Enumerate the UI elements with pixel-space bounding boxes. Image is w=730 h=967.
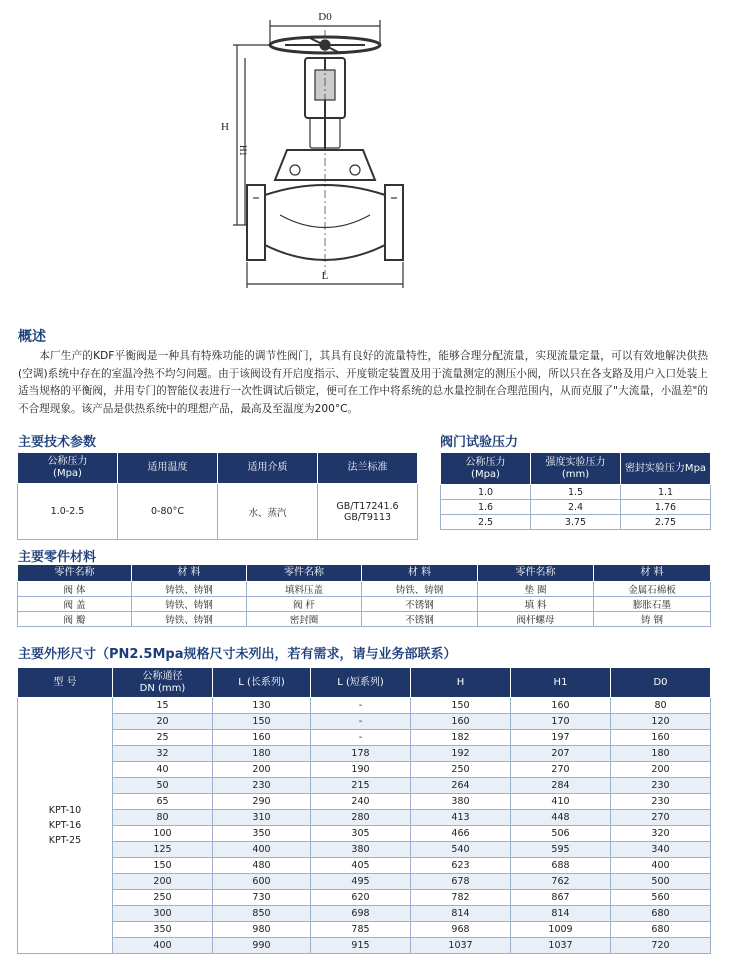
- dimensions-cell: 495: [311, 874, 411, 890]
- test-cell: 2.5: [441, 515, 531, 530]
- dimensions-cell: -: [311, 714, 411, 730]
- test-header-cell: 强度实验压力 (mm): [531, 453, 621, 485]
- label-h: H: [221, 121, 229, 133]
- dimensions-cell: 1009: [511, 922, 611, 938]
- dimensions-cell: 50: [113, 778, 213, 794]
- model-name: KPT-25: [48, 835, 82, 846]
- dimensions-cell: 1037: [511, 938, 611, 954]
- dimensions-cell: 620: [311, 890, 411, 906]
- dimensions-cell: 300: [113, 906, 213, 922]
- tech-header-cell: 适用介质: [218, 453, 318, 484]
- parts-cell: 铸铁、铸钢: [362, 582, 478, 597]
- overview-text: 本厂生产的KDF平衡阀是一种具有特殊功能的调节性阀门，其具有良好的流量特性，能够合理分配流量，实现流量定量，可以有效地解决供热(空调)系统中存在的室温冷热不均匀问题。由于该阀设有开启度指示、开度锁定装置及用于流量测定的测压小阀，所以只在各支路及用户入口处装上适当规格的平衡阀，并用专门的智能仪表进行一次性调试后锁定，便可在工作中将系统的总水量控制在合理范围内，从而克服了"大流量，小温差"的不合理现象。该产品是供热系统中的理想产品，最高及至温度为200°C。: [18, 350, 708, 415]
- parts-cell: 铸铁、铸钢: [132, 597, 247, 612]
- dimensions-cell: 230: [611, 778, 711, 794]
- dimensions-cell: 120: [611, 714, 711, 730]
- tech-header-cell: 公称压力 (Mpa): [18, 453, 118, 484]
- dimensions-cell: 680: [611, 906, 711, 922]
- test-row: [441, 515, 711, 530]
- dimensions-cell: 100: [113, 826, 213, 842]
- parts-cell: 填 料: [478, 597, 594, 612]
- dimensions-cell: 305: [311, 826, 411, 842]
- dimensions-cell: 150: [411, 698, 511, 714]
- dimensions-cell: 125: [113, 842, 213, 858]
- label-l: L: [321, 270, 329, 282]
- dimensions-cell: -: [311, 698, 411, 714]
- dimensions-cell: 410: [511, 794, 611, 810]
- dimensions-title-row: [18, 643, 456, 662]
- dimensions-cell: 310: [213, 810, 311, 826]
- parts-cell: 铸 钢: [594, 612, 711, 627]
- test-cell: 1.5: [531, 485, 621, 500]
- tech-value-cell: 0-80°C: [118, 484, 218, 540]
- dimensions-cell: 280: [311, 810, 411, 826]
- dimensions-cell: 150: [213, 714, 311, 730]
- dimensions-cell: 40: [113, 762, 213, 778]
- dimensions-row: [18, 858, 711, 874]
- parts-header-cell: 材 料: [594, 565, 711, 582]
- dimensions-cell: 380: [311, 842, 411, 858]
- dimensions-row: [18, 938, 711, 954]
- dimensions-cell: 814: [511, 906, 611, 922]
- test-pressure-title: 阀门试验压力: [440, 435, 519, 450]
- parts-cell: 不锈钢: [362, 597, 478, 612]
- dimensions-cell: 160: [511, 698, 611, 714]
- dimensions-cell: 595: [511, 842, 611, 858]
- dimensions-cell: 270: [511, 762, 611, 778]
- dimensions-cell: 130: [213, 698, 311, 714]
- dimensions-cell: 182: [411, 730, 511, 746]
- test-cell: 1.6: [441, 500, 531, 515]
- dimensions-cell: 867: [511, 890, 611, 906]
- parts-cell: 阀 体: [18, 582, 132, 597]
- dimensions-cell: 600: [213, 874, 311, 890]
- test-cell: 1.1: [621, 485, 711, 500]
- dimensions-cell: 240: [311, 794, 411, 810]
- dimensions-row: [18, 826, 711, 842]
- dimensions-cell: 1037: [411, 938, 511, 954]
- dimensions-cell: 720: [611, 938, 711, 954]
- parts-cell: 阀杆螺母: [478, 612, 594, 627]
- parts-cell: 铸铁、铸钢: [132, 612, 247, 627]
- dimensions-note: （PN2.5Mpa规格尺寸未列出，若有需求，请与业务部联系）: [96, 647, 457, 662]
- test-cell: 2.75: [621, 515, 711, 530]
- parts-row: [18, 597, 711, 612]
- dimensions-row: [18, 762, 711, 778]
- dimensions-cell: -: [311, 730, 411, 746]
- parts-row: [18, 612, 711, 627]
- dimensions-cell: 466: [411, 826, 511, 842]
- dimensions-title: 主要外形尺寸: [18, 647, 97, 662]
- tech-header-cell: 适用温度: [118, 453, 218, 484]
- dimensions-cell: 540: [411, 842, 511, 858]
- dimensions-row: [18, 874, 711, 890]
- dimensions-cell: 207: [511, 746, 611, 762]
- parts-cell: 不锈钢: [362, 612, 478, 627]
- dimensions-header-cell: H: [411, 668, 511, 698]
- test-header-cell: 密封实验压力Mpa: [621, 453, 711, 485]
- dimensions-cell: 680: [611, 922, 711, 938]
- dimensions-cell: 500: [611, 874, 711, 890]
- dimensions-cell: 160: [213, 730, 311, 746]
- dimensions-cell: 80: [611, 698, 711, 714]
- dimensions-cell: 170: [511, 714, 611, 730]
- parts-header-cell: 零件名称: [478, 565, 594, 582]
- dimensions-row: [18, 922, 711, 938]
- dimensions-row: [18, 906, 711, 922]
- dimensions-row: [18, 714, 711, 730]
- dimensions-cell: 215: [311, 778, 411, 794]
- label-d0: D0: [318, 11, 332, 23]
- test-header-cell: 公称压力 (Mpa): [441, 453, 531, 485]
- test-pressure-table: [440, 452, 711, 530]
- parts-header-cell: 材 料: [132, 565, 247, 582]
- tech-header-cell: 法兰标准: [318, 453, 418, 484]
- dimensions-cell: 15: [113, 698, 213, 714]
- dimensions-cell: 200: [113, 874, 213, 890]
- dimensions-cell: 915: [311, 938, 411, 954]
- model-name: KPT-10: [48, 805, 82, 816]
- dimensions-cell: 340: [611, 842, 711, 858]
- dimensions-cell: 480: [213, 858, 311, 874]
- dimensions-cell: 968: [411, 922, 511, 938]
- model-cell: [18, 698, 113, 954]
- dimensions-cell: 192: [411, 746, 511, 762]
- dimensions-header-cell: H1: [511, 668, 611, 698]
- dimensions-header-cell: 公称通径 DN (mm): [113, 668, 213, 698]
- dimensions-row: [18, 778, 711, 794]
- dimensions-cell: 200: [611, 762, 711, 778]
- parts-cell: 金属石棉板: [594, 582, 711, 597]
- dimensions-row: [18, 746, 711, 762]
- dimensions-cell: 250: [113, 890, 213, 906]
- tech-value-cell: GB/T17241.6 GB/T9113: [318, 484, 418, 540]
- dimensions-cell: 264: [411, 778, 511, 794]
- dimensions-cell: 180: [213, 746, 311, 762]
- parts-header-cell: 零件名称: [18, 565, 132, 582]
- dimensions-header-cell: D0: [611, 668, 711, 698]
- parts-cell: 密封圈: [247, 612, 362, 627]
- dimensions-cell: 405: [311, 858, 411, 874]
- parts-header-cell: 材 料: [362, 565, 478, 582]
- dimensions-cell: 762: [511, 874, 611, 890]
- dimensions-cell: 65: [113, 794, 213, 810]
- dimensions-cell: 350: [113, 922, 213, 938]
- dimensions-cell: 200: [213, 762, 311, 778]
- dimensions-header-cell: 型 号: [18, 668, 113, 698]
- dimensions-cell: 782: [411, 890, 511, 906]
- dimensions-cell: 350: [213, 826, 311, 842]
- model-name: KPT-16: [48, 820, 82, 831]
- dimensions-cell: 180: [611, 746, 711, 762]
- dimensions-cell: 506: [511, 826, 611, 842]
- tech-params-table: [17, 452, 418, 540]
- dimensions-row: [18, 890, 711, 906]
- dimensions-cell: 250: [411, 762, 511, 778]
- tech-value-cell: 水、蒸汽: [218, 484, 318, 540]
- dimensions-cell: 448: [511, 810, 611, 826]
- dimensions-cell: 320: [611, 826, 711, 842]
- test-cell: 1.76: [621, 500, 711, 515]
- parts-table: [17, 564, 711, 627]
- dimensions-cell: 413: [411, 810, 511, 826]
- parts-cell: 阀 杆: [247, 597, 362, 612]
- dimensions-cell: 284: [511, 778, 611, 794]
- dimensions-cell: 730: [213, 890, 311, 906]
- dimensions-cell: 380: [411, 794, 511, 810]
- dimensions-cell: 688: [511, 858, 611, 874]
- dimensions-cell: 850: [213, 906, 311, 922]
- dimensions-cell: 150: [113, 858, 213, 874]
- dimensions-cell: 560: [611, 890, 711, 906]
- dimensions-cell: 678: [411, 874, 511, 890]
- parts-cell: 阀 盖: [18, 597, 132, 612]
- test-row: [441, 500, 711, 515]
- parts-header-cell: 零件名称: [247, 565, 362, 582]
- valve-drawing: [215, 0, 415, 300]
- label-h1: H1: [238, 145, 248, 156]
- dimensions-cell: 814: [411, 906, 511, 922]
- dimensions-row: [18, 842, 711, 858]
- tech-value-cell: 1.0-2.5: [18, 484, 118, 540]
- parts-title: 主要零件材料: [18, 550, 97, 565]
- dimensions-cell: 32: [113, 746, 213, 762]
- dimensions-cell: 623: [411, 858, 511, 874]
- test-cell: 3.75: [531, 515, 621, 530]
- dimensions-cell: 190: [311, 762, 411, 778]
- parts-cell: 膨胀石墨: [594, 597, 711, 612]
- parts-cell: 填料压盖: [247, 582, 362, 597]
- dimensions-cell: 400: [213, 842, 311, 858]
- dimensions-cell: 197: [511, 730, 611, 746]
- parts-row: [18, 582, 711, 597]
- dimensions-cell: 230: [213, 778, 311, 794]
- dimensions-cell: 400: [113, 938, 213, 954]
- dimensions-cell: 400: [611, 858, 711, 874]
- dimensions-header-cell: L (短系列): [311, 668, 411, 698]
- dimensions-table: [17, 667, 711, 954]
- dimensions-cell: 698: [311, 906, 411, 922]
- dimensions-cell: 980: [213, 922, 311, 938]
- dimensions-cell: 178: [311, 746, 411, 762]
- dimensions-header-cell: L (长系列): [213, 668, 311, 698]
- dimensions-cell: 25: [113, 730, 213, 746]
- dimensions-row: [18, 698, 711, 714]
- test-cell: 1.0: [441, 485, 531, 500]
- test-cell: 2.4: [531, 500, 621, 515]
- dimensions-cell: 785: [311, 922, 411, 938]
- dimensions-cell: 230: [611, 794, 711, 810]
- parts-cell: 垫 圈: [478, 582, 594, 597]
- dimensions-cell: 80: [113, 810, 213, 826]
- dimensions-cell: 160: [611, 730, 711, 746]
- tech-params-title: 主要技术参数: [18, 435, 97, 450]
- dimensions-cell: 160: [411, 714, 511, 730]
- dimensions-cell: 20: [113, 714, 213, 730]
- dimensions-row: [18, 794, 711, 810]
- parts-cell: 阀 瓣: [18, 612, 132, 627]
- test-row: [441, 485, 711, 500]
- dimensions-row: [18, 810, 711, 826]
- dimensions-cell: 270: [611, 810, 711, 826]
- dimensions-cell: 290: [213, 794, 311, 810]
- dimensions-row: [18, 730, 711, 746]
- overview-title: 概述: [18, 329, 46, 345]
- parts-cell: 铸铁、铸钢: [132, 582, 247, 597]
- dimensions-cell: 990: [213, 938, 311, 954]
